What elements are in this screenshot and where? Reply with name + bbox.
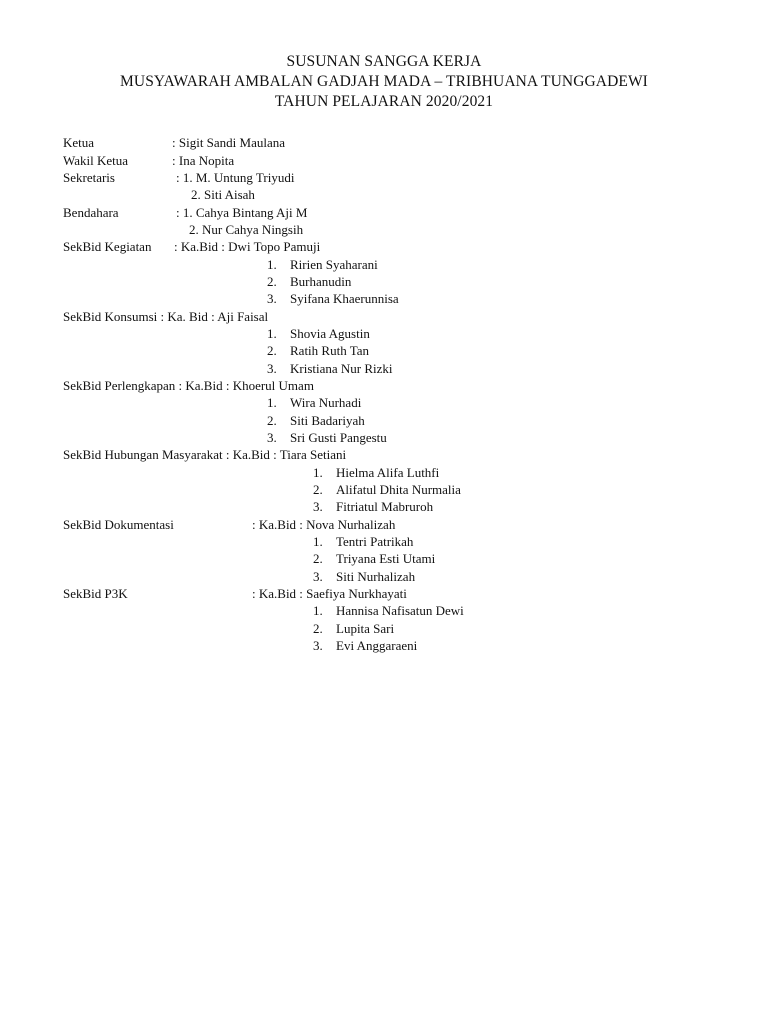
line-value: : 1. M. Untung Triyudi [176, 170, 295, 185]
list-number: 1. [313, 465, 323, 480]
list-number: 3. [267, 430, 277, 445]
list-number: 1. [267, 395, 277, 410]
list-number: 3. [313, 569, 323, 584]
list-item: Triyana Esti Utami [336, 551, 436, 566]
list-item: Evi Anggaraeni [336, 638, 418, 653]
list-item: Wira Nurhadi [290, 395, 362, 410]
section-head: : Ka.Bid : Nova Nurhalizah [252, 517, 396, 532]
line-label: Wakil Ketua [63, 153, 129, 168]
list-number: 1. [267, 326, 277, 341]
list-item: Fitriatul Mabruroh [336, 499, 434, 514]
line-label: Sekretaris [63, 170, 115, 185]
section-head: : Ka.Bid : Dwi Topo Pamuji [174, 239, 321, 254]
list-number: 2. [313, 551, 323, 566]
list-item: Kristiana Nur Rizki [290, 361, 393, 376]
list-number: 2. [267, 413, 277, 428]
list-item: Siti Badariyah [290, 413, 365, 428]
title-line-2: MUSYAWARAH AMBALAN GADJAH MADA – TRIBHUANA TUNGGADEWI [120, 73, 648, 90]
list-item: Shovia Agustin [290, 326, 370, 341]
list-number: 2. [313, 482, 323, 497]
line-value: : 1. Cahya Bintang Aji M [176, 205, 308, 220]
list-number: 1. [313, 534, 323, 549]
line-value: 2. Siti Aisah [191, 187, 255, 202]
list-item: Alifatul Dhita Nurmalia [336, 482, 461, 497]
list-number: 2. [267, 343, 277, 358]
list-number: 3. [313, 638, 323, 653]
section-head: : Ka.Bid : Saefiya Nurkhayati [252, 586, 407, 601]
line-value: : Sigit Sandi Maulana [172, 135, 286, 150]
section-label: SekBid Konsumsi : Ka. Bid : Aji Faisal [63, 309, 269, 324]
line-label: Bendahara [63, 205, 119, 220]
list-number: 3. [313, 499, 323, 514]
list-number: 3. [267, 291, 277, 306]
list-number: 2. [267, 274, 277, 289]
line-label: Ketua [63, 135, 95, 150]
line-value: 2. Nur Cahya Ningsih [189, 222, 304, 237]
list-number: 1. [267, 257, 277, 272]
list-number: 2. [313, 621, 323, 636]
section-label: SekBid Perlengkapan : Ka.Bid : Khoerul Umam [63, 378, 314, 393]
list-item: Ratih Ruth Tan [290, 343, 370, 358]
list-item: Lupita Sari [336, 621, 395, 636]
section-label: SekBid Dokumentasi [63, 517, 174, 532]
list-item: Burhanudin [290, 274, 352, 289]
list-item: Syifana Khaerunnisa [290, 291, 399, 306]
list-number: 1. [313, 603, 323, 618]
list-item: Hielma Alifa Luthfi [336, 465, 440, 480]
list-item: Sri Gusti Pangestu [290, 430, 387, 445]
list-item: Tentri Patrikah [336, 534, 414, 549]
section-label: SekBid P3K [63, 586, 128, 601]
list-item: Hannisa Nafisatun Dewi [336, 603, 464, 618]
section-label: SekBid Kegiatan [63, 239, 152, 254]
title-line-3: TAHUN PELAJARAN 2020/2021 [274, 93, 494, 110]
line-value: : Ina Nopita [172, 153, 235, 168]
list-number: 3. [267, 361, 277, 376]
section-label: SekBid Hubungan Masyarakat : Ka.Bid : Tiara Setiani [63, 447, 347, 462]
list-item: Siti Nurhalizah [336, 569, 416, 584]
list-item: Ririen Syaharani [290, 257, 378, 272]
title-line-1: SUSUNAN SANGGA KERJA [286, 53, 482, 70]
